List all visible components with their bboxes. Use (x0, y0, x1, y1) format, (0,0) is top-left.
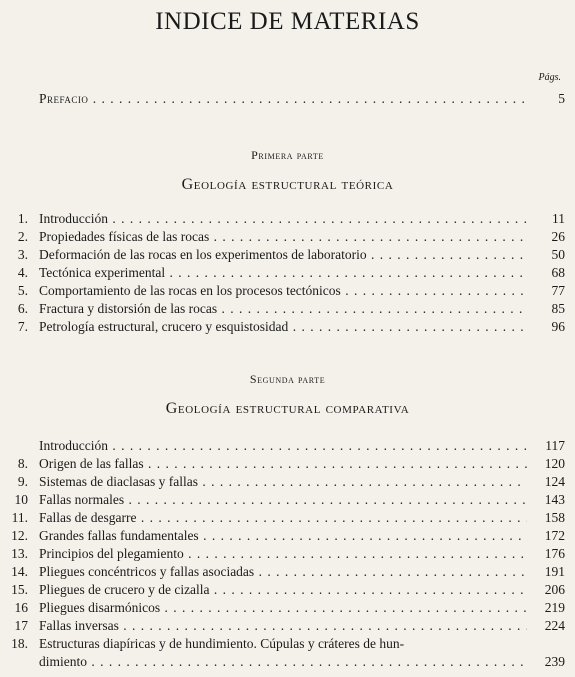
toc-entry-number: 3. (17, 247, 28, 262)
toc-entry-page: 50 (551, 247, 565, 262)
toc-entry-page: 68 (551, 265, 565, 280)
toc-entry-label: Comportamiento de las rocas en los procesos tectónicos . . (39, 282, 527, 300)
toc-entry-page: 172 (544, 528, 565, 543)
toc-entry-number: 2. (17, 229, 28, 244)
toc-entry (8, 210, 565, 228)
toc-entry-page: 143 (544, 492, 565, 507)
part-label: Primera parte (251, 148, 324, 162)
toc-entry-number: 14. (11, 564, 28, 579)
toc-entry-page: 124 (544, 474, 565, 489)
toc-entry (8, 563, 565, 581)
toc-entry (8, 617, 565, 635)
toc-entry-label: Estructuras diapíricas y de hundimiento. Cúpulas y cráteres de hun- (39, 636, 405, 651)
toc-entry (8, 545, 565, 563)
toc-entry (8, 473, 565, 491)
toc-entry-page: 206 (544, 582, 565, 597)
toc-entry-label: Propiedades físicas de las rocas . . (39, 228, 527, 246)
toc-entry-page: 96 (551, 319, 565, 334)
toc-entry-label: dimiento . . (39, 653, 527, 671)
toc-entry-number: 7. (17, 319, 28, 334)
toc-entry-label: Origen de las fallas . . (39, 455, 527, 473)
toc-entry-page: 219 (544, 600, 565, 615)
toc-entry-number: 5. (17, 283, 28, 298)
toc-entry-number: 12. (11, 528, 28, 543)
toc-entry (8, 437, 565, 455)
toc-entry (8, 653, 565, 671)
toc-entry-label: Fallas de desgarre . . (39, 509, 527, 527)
toc-entry-page: 117 (545, 438, 565, 453)
toc-entry-page: 11 (552, 211, 565, 226)
toc-entry (8, 581, 565, 599)
toc-entry-label: Pliegues disarmónicos . . (39, 599, 527, 617)
toc-entry-number: 4. (17, 265, 28, 280)
toc-entry-label: Fractura y distorsión de las rocas . . (39, 300, 527, 318)
toc-entry-page: 158 (544, 510, 565, 525)
toc-entry-label: Tectónica experimental . . (39, 264, 527, 282)
toc-entry-label: Deformación de las rocas en los experimentos de laboratorio . . (39, 246, 527, 264)
toc-entry-number: 6. (17, 301, 28, 316)
toc-entry-number: 18. (11, 636, 28, 651)
toc-entry-number: 15. (11, 582, 28, 597)
toc-entry-page: 176 (544, 546, 565, 561)
toc-entry (8, 282, 565, 300)
toc-entry-page: 85 (551, 301, 565, 316)
toc-entry-label: Petrología estructural, crucero y esquistosidad . . (39, 318, 527, 336)
toc-entry-number: 8. (17, 456, 28, 471)
toc-entry-label: Prefacio . . (39, 90, 527, 108)
page-title: INDICE DE MATERIAS (155, 8, 420, 35)
toc-entry (8, 228, 565, 246)
toc-entry-page: 120 (544, 456, 565, 471)
toc-entry (8, 300, 565, 318)
toc-entry-number: 13. (11, 546, 28, 561)
toc-entry-prefacio (8, 90, 565, 108)
toc-entry-page: 5 (558, 91, 565, 106)
toc-entry-label: Pliegues concéntricos y fallas asociadas . . (39, 563, 527, 581)
toc-entry (8, 527, 565, 545)
toc-entry-page: 191 (544, 564, 565, 579)
toc-entry-label: Introducción . . (39, 437, 527, 455)
toc-entry-label: Principios del plegamiento . . (39, 545, 527, 563)
toc-entry-label: Introducción . . (39, 210, 527, 228)
toc-entry-number: 10 (14, 492, 28, 507)
toc-entry (8, 491, 565, 509)
toc-entry-page: 26 (551, 229, 565, 244)
toc-entry (8, 509, 565, 527)
toc-entry (8, 599, 565, 617)
toc-entry (8, 455, 565, 473)
toc-entry (8, 635, 565, 653)
toc-entry-label: Pliegues de crucero y de cizalla . . (39, 581, 527, 599)
toc-entry-number: 9. (17, 474, 28, 489)
toc-entry-number: 1. (17, 211, 28, 226)
toc-entry-page: 224 (544, 618, 565, 633)
section-title: Geología estructural comparativa (165, 400, 410, 417)
toc-entry-label: Fallas normales . . (39, 491, 527, 509)
toc-entry (8, 318, 565, 336)
toc-entry-label: Sistemas de diaclasas y fallas . . (39, 473, 527, 491)
part-label: Segunda parte (249, 372, 326, 386)
pags-column-header: Págs. (538, 72, 561, 83)
toc-entry-number: 11. (11, 510, 28, 525)
toc-entry-label: Grandes fallas fundamentales . . (39, 527, 527, 545)
toc-entry-label: Fallas inversas . . (39, 617, 527, 635)
toc-entry-number: 17 (14, 618, 28, 633)
toc-entry (8, 246, 565, 264)
toc-entry (8, 264, 565, 282)
toc-entry-page: 77 (551, 283, 565, 298)
toc-entry-page: 239 (544, 654, 565, 669)
section-title: Geología estructural teórica (181, 176, 394, 193)
toc-entry-number: 16 (14, 600, 28, 615)
